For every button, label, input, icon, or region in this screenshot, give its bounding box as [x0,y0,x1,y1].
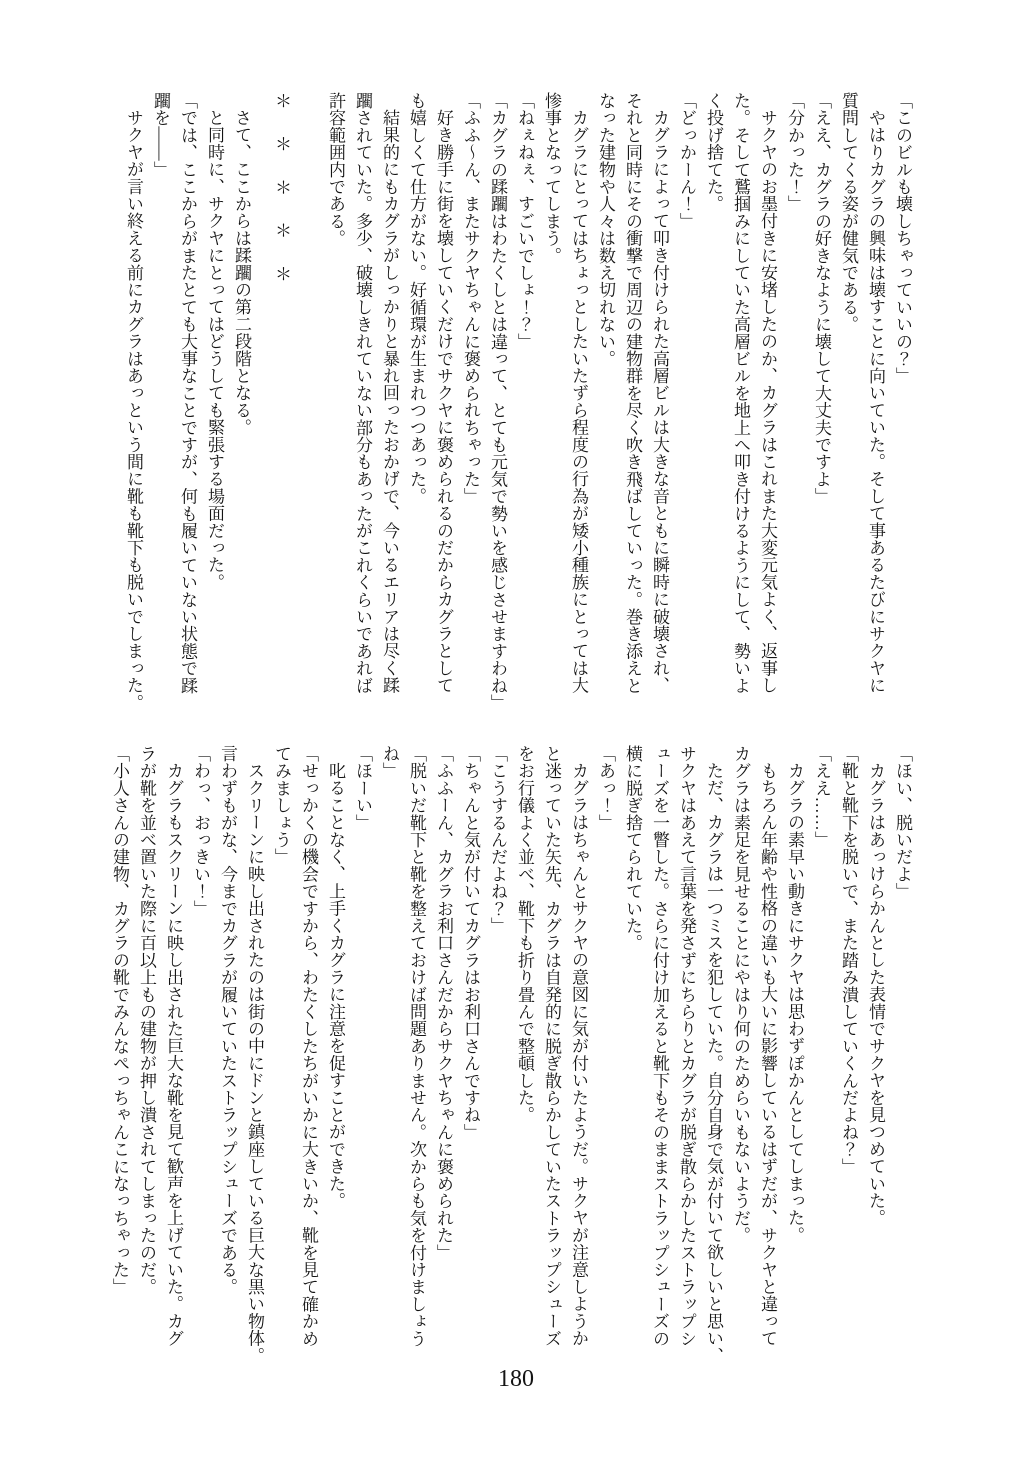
text-line: カグラの素早い動きにサクヤは思わずぽかんとしてしまった。 [785,762,804,1244]
text-line: ね」 [380,745,399,780]
text-line: 「ねぇねぇ、すごいでしょ！？」 [515,92,534,350]
page-number-value: 180 [498,1366,534,1392]
top-text-block [120,92,916,712]
text-line: ただ、カグラは一つミスを犯していた。自分自身で気が付いて欲しいと思い、 [704,762,723,1364]
text-line: カグラはあっけらかんとした表情でサクヤを見つめていた。 [866,762,885,1227]
text-line: 「脱いだ靴下と靴を整えておけば問題ありません。次からも気を付けましょう [407,745,426,1347]
text-line: 「ほい、脱いだよ」 [893,745,912,900]
text-line: 結果的にもカグラがしっかりと暴れ回ったおかげで、今いるエリアは尽く蹂 [380,109,399,694]
text-line: 「小人さんの建物、カグラの靴でみんなぺっちゃんこになっちゃった」 [110,745,129,1296]
text-line: 躙を――」 [151,92,170,178]
text-line: 「ふふーん、カグラお利口さんだからサクヤちゃんに褒められた」 [434,745,453,1261]
text-line: さて、ここからは蹂躙の第二段階となる。 [232,109,251,436]
text-line: 「分かった！」 [785,92,804,213]
text-line: 「ふふ〜ん、またサクヤちゃんに褒められちゃった」 [461,92,480,505]
text-line: 「では、ここからがまたとても大事なことですが、何も履いていない状態で蹂 [178,92,197,694]
bottom-text-block [106,745,916,1364]
text-line: 叱ることなく、上手くカグラに注意を促すことができた。 [326,762,345,1210]
section-separator: ＊ ＊ ＊ ＊ ＊ [272,92,291,293]
text-line: スクリーンに映し出されたのは街の中にドンと鎮座している巨大な黒い物体。 [245,762,264,1364]
text-line: 「ええ……」 [812,745,831,849]
text-line: 「ええ、カグラの好きなように壊して大丈夫ですよ」 [812,92,831,505]
text-line: もちろん年齢や性格の違いも大いに影響しているはずだが、サクヤと違って [758,762,777,1347]
text-line: 「あっ！」 [596,745,615,831]
text-line: サクヤのお墨付きに安堵したのか、カグラはこれまた大変元気よく、返事し [758,109,777,694]
text-line: カグラはちゃんとサクヤの意図に気が付いたようだ。サクヤが注意しようか [569,762,588,1347]
text-line: をお行儀よく並べ、靴下も折り畳んで整頓した。 [515,745,534,1124]
text-line: やはりカグラの興味は壊すことに向いていた。そして事あるたびにサクヤに [866,109,885,694]
text-line: ューズを一瞥した。さらに付け加えると靴下もそのままストラップシューズの [650,745,669,1347]
text-line: 惨事となってしまう。 [542,92,561,264]
text-line: と迷っていた矢先、カグラは自発的に脱ぎ散らかしていたストラップシューズ [542,745,561,1347]
text-line: 「このビルも壊しちゃっていいの？」 [893,92,912,385]
text-line: 「こうするんだよね？」 [488,745,507,935]
text-line: サクヤはあえて言葉を発さずにちらりとカグラが脱ぎ散らかしたストラップシ [677,745,696,1347]
text-line: てみましょう」 [272,745,291,866]
text-line: ラが靴を並べ置いた際に百以上もの建物が押し潰されてしまったのだ。 [137,745,156,1296]
text-line: 質問してくる姿が健気である。 [839,92,858,333]
page-number [0,1366,1032,1393]
text-line: 「ちゃんと気が付いてカグラはお利口さんですね」 [461,745,480,1141]
text-line: なった建物や人々は数え切れない。 [596,92,615,368]
text-line: カグラもスクリーンに映し出された巨大な靴を見て歓声を上げていた。カグ [164,762,183,1347]
text-line: 「ほーい」 [353,745,372,831]
text-line: 躙されていた。多少、破壊しきれていない部分もあったがこれくらいであれば [353,92,372,694]
text-line: 「せっかくの機会ですから、わたくしたちがいかに大きいか、靴を見て確かめ [299,745,318,1347]
text-line: 「靴と靴下を脱いで、また踏み潰していくんだよね？」 [839,745,858,1175]
text-line: カグラは素足を見せることにやはり何のためらいもないようだ。 [731,745,750,1244]
text-line: それと同時にその衝撃で周辺の建物群を尽く吹き飛ばしていった。巻き添えと [623,92,642,694]
text-line: 許容範囲内である。 [326,92,345,247]
text-line: く投げ捨てた。 [704,92,723,213]
text-line: 横に脱ぎ捨てられていた。 [623,745,642,952]
text-line: サクヤが言い終える前にカグラはあっという間に靴も靴下も脱いでしまった。 [124,109,143,711]
text-line: 好き勝手に街を壊していくだけでサクヤに褒められるのだからカグラとして [434,109,453,694]
text-line: 「わっ、おっきい！」 [191,745,210,917]
text-line: も嬉しくて仕方がない。好循環が生まれつつあった。 [407,92,426,505]
text-line: カグラにとってはちょっとしたいたずら程度の行為が矮小種族にとっては大 [569,109,588,694]
text-line: カグラによって叩き付けられた高層ビルは大きな音ともに瞬時に破壊され、 [650,109,669,694]
text-line: 「どっかーん！」 [677,92,696,230]
text-line: 言わずもがな、今までカグラが履いていたストラップシューズである。 [218,745,237,1296]
text-line: と同時に、サクヤにとってはどうしても緊張する場面だった。 [205,109,224,591]
text-line: 「カグラの蹂躙はわたくしとは違って、とても元気で勢いを感じさせますわね」 [488,92,507,712]
text-line: た。そして鷲掴みにしていた高層ビルを地上へ叩き付けるようにして、勢いよ [731,92,750,694]
